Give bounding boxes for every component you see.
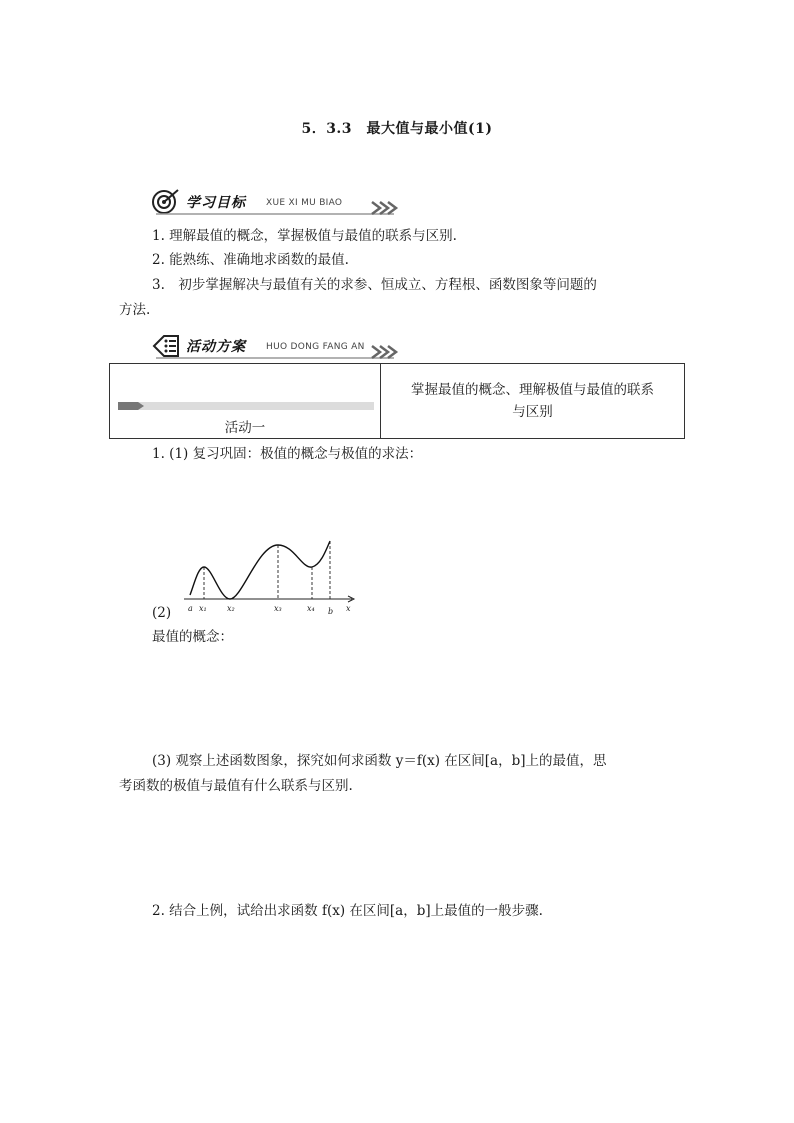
activity-name: 活动一 xyxy=(224,420,266,436)
activity-desc-cell xyxy=(381,364,685,439)
activity-plan-pinyin: HUO DONG FANG AN xyxy=(266,342,365,352)
goal-item: 方法. xyxy=(119,302,151,318)
learning-goals-pinyin: XUE XI MU BIAO xyxy=(266,198,343,208)
question-1-1: 1. (1) 复习巩固：极值的概念与极值的求法： xyxy=(152,446,423,462)
label-x1: x₁ xyxy=(199,604,207,613)
activity-desc-line2: 与区别 xyxy=(512,404,553,420)
question-2: 2. 结合上例，试给出求函数 f(x) 在区间[a，b]上最值的一般步骤. xyxy=(152,903,543,919)
goal-item: 3. 初步掌握解决与最值有关的求参、恒成立、方程根、函数图象等问题的 xyxy=(152,277,597,293)
question-1-3-line2: 考函数的极值与最值有什么联系与区别. xyxy=(119,778,353,794)
activity-plan-banner xyxy=(150,332,406,360)
label-a: a xyxy=(188,604,193,613)
learning-goals-label: 学习目标 xyxy=(186,195,246,211)
label-x4: x₄ xyxy=(307,604,315,613)
question-1-2-text: 最值的概念： xyxy=(152,629,233,645)
function-curve xyxy=(190,541,330,599)
activity-desc-line1: 掌握最值的概念、理解极值与最值的联系 xyxy=(411,382,654,398)
progress-bar xyxy=(118,402,374,410)
label-x2: x₂ xyxy=(227,604,235,613)
activity-plan-label: 活动方案 xyxy=(186,339,246,355)
learning-goals-banner xyxy=(150,188,406,216)
activity-name-cell xyxy=(110,364,381,439)
label-x3: x₃ xyxy=(274,604,282,613)
question-1-3-line1: (3) 观察上述函数图象，探究如何求函数 y＝f(x) 在区间[a，b]上的最值，思 xyxy=(152,753,607,769)
label-b: b xyxy=(328,607,334,615)
page-title: 5．3.3 最大值与最小值(1) xyxy=(301,121,493,137)
label-x: x xyxy=(346,604,351,613)
activity-table xyxy=(109,363,685,439)
function-graph xyxy=(180,535,360,615)
question-1-2-number: (2) xyxy=(152,605,172,621)
goal-item: 1. 理解最值的概念，掌握极值与最值的联系与区别. xyxy=(152,228,457,244)
goal-item: 2. 能熟练、准确地求函数的最值. xyxy=(152,252,349,268)
